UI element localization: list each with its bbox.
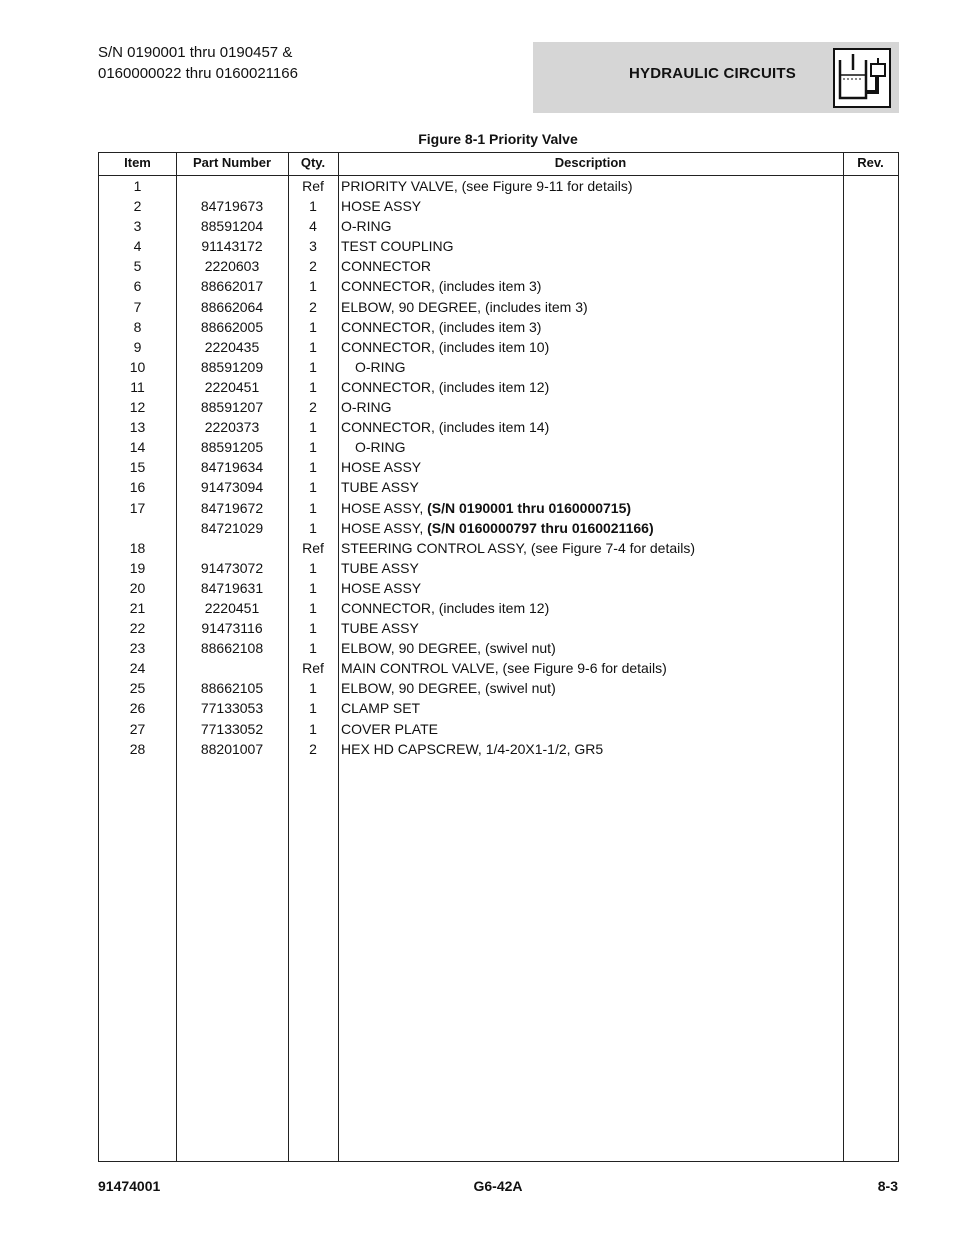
part-number: 91473072	[200, 559, 264, 576]
description-text: CONNECTOR, (includes item 10)	[341, 338, 550, 355]
description	[341, 457, 841, 477]
description	[341, 276, 841, 296]
item-number: 26	[129, 700, 146, 717]
description-text: CONNECTOR, (includes item 14)	[341, 419, 550, 436]
description	[341, 698, 841, 718]
item-number: 1	[133, 178, 142, 194]
quantity: 1	[309, 378, 317, 395]
model-number: G6-42A	[473, 1178, 523, 1194]
item-number: 13	[129, 419, 146, 436]
item-number: 14	[129, 439, 146, 456]
item-number: 27	[129, 720, 146, 737]
section-title: HYDRAULIC CIRCUITS	[629, 65, 796, 82]
description-text: CONNECTOR, (includes item 3)	[341, 318, 542, 335]
quantity: 2	[309, 740, 317, 757]
quantity: Ref	[302, 178, 324, 194]
part-number: 2220451	[204, 599, 260, 616]
table-row	[99, 397, 898, 417]
description-text: ELBOW, 90 DEGREE, (swivel nut)	[341, 680, 556, 697]
part-number: 91473094	[200, 479, 264, 496]
column-header-part-number: Part Number	[192, 155, 272, 170]
item-number: 15	[129, 459, 146, 476]
page-number: 8-3	[877, 1178, 898, 1194]
quantity: 1	[309, 640, 317, 657]
item-number: 6	[133, 278, 142, 295]
quantity: 1	[309, 358, 317, 375]
description	[341, 538, 841, 558]
description	[341, 558, 841, 578]
table-body	[99, 176, 898, 759]
description-text: O-RING	[355, 439, 406, 456]
table-row	[99, 658, 898, 678]
description	[341, 477, 841, 497]
quantity: 2	[309, 399, 317, 416]
table-row	[99, 518, 898, 538]
description	[355, 357, 855, 377]
item-number: 16	[129, 479, 146, 496]
parts-table	[98, 152, 899, 1162]
description	[341, 377, 841, 397]
item-number: 3	[133, 218, 142, 235]
part-number: 88591204	[200, 218, 264, 235]
quantity: 1	[309, 499, 317, 516]
description-text: O-RING	[355, 358, 406, 375]
description	[341, 216, 841, 236]
part-number: 84719672	[200, 499, 264, 516]
quantity: 2	[309, 258, 317, 275]
description-text: O-RING	[341, 218, 392, 235]
quantity: 1	[309, 439, 317, 456]
table-row	[99, 276, 898, 296]
description-text: O-RING	[341, 399, 392, 416]
hydraulic-reservoir-icon	[833, 48, 891, 108]
table-row	[99, 437, 898, 457]
description	[341, 196, 841, 216]
description-text: PRIORITY VALVE, (see Figure 9-11 for details)	[341, 178, 633, 194]
item-number: 9	[133, 338, 142, 355]
item-number: 23	[129, 640, 146, 657]
part-number: 88662108	[200, 640, 264, 657]
item-number: 17	[129, 499, 146, 516]
part-number: 88662005	[200, 318, 264, 335]
part-number: 2220603	[204, 258, 260, 275]
table-row	[99, 578, 898, 598]
description-text: HOSE ASSY	[341, 459, 422, 476]
table-row	[99, 538, 898, 558]
table-row	[99, 618, 898, 638]
description-text: CONNECTOR, (includes item 3)	[341, 278, 542, 295]
quantity: 1	[309, 318, 317, 335]
table-row	[99, 377, 898, 397]
quantity: 1	[309, 419, 317, 436]
item-number: 11	[130, 378, 145, 395]
part-number: 2220373	[204, 419, 260, 436]
description	[341, 337, 841, 357]
quantity: 3	[309, 238, 317, 255]
part-number: 77133052	[200, 720, 264, 737]
quantity: 1	[309, 519, 317, 536]
description-text: HOSE ASSY	[341, 198, 422, 215]
description-text: TUBE ASSY	[341, 479, 419, 496]
item-number: 4	[133, 238, 142, 255]
item-number: 12	[129, 399, 146, 416]
description	[341, 598, 841, 618]
table-row	[99, 719, 898, 739]
description	[341, 498, 841, 518]
item-number: 19	[129, 559, 146, 576]
description-text: HOSE ASSY,	[341, 519, 428, 536]
description-text: COVER PLATE	[341, 720, 438, 737]
table-row	[99, 498, 898, 518]
part-number: 88662064	[200, 298, 264, 315]
item-number: 25	[129, 680, 146, 697]
description	[341, 256, 841, 276]
description	[355, 437, 855, 457]
quantity: 1	[309, 198, 317, 215]
quantity: 1	[309, 620, 317, 637]
column-header-qty: Qty.	[300, 155, 326, 170]
description	[341, 236, 841, 256]
table-row	[99, 317, 898, 337]
quantity: 2	[309, 298, 317, 315]
part-number: 88591209	[200, 358, 264, 375]
description-text: MAIN CONTROL VALVE, (see Figure 9-6 for details)	[341, 660, 667, 677]
description-text: CLAMP SET	[341, 700, 421, 717]
column-header-rev: Rev.	[857, 155, 884, 170]
part-number: 84719631	[200, 579, 264, 596]
table-row	[99, 196, 898, 216]
quantity: 1	[309, 479, 317, 496]
quantity: 4	[309, 218, 317, 235]
part-number: 91473116	[201, 620, 263, 637]
part-number: 77133053	[200, 700, 264, 717]
description	[341, 739, 841, 759]
description-text: ELBOW, 90 DEGREE, (swivel nut)	[341, 640, 556, 657]
quantity: 1	[309, 579, 317, 596]
item-number: 7	[133, 298, 142, 315]
table-row	[99, 638, 898, 658]
description-text: CONNECTOR, (includes item 12)	[341, 378, 550, 395]
serial-line-2: 0160000022 thru 0160021166	[98, 65, 298, 82]
quantity: Ref	[302, 660, 324, 677]
description	[341, 618, 841, 638]
table-row	[99, 236, 898, 256]
description-text: STEERING CONTROL ASSY, (see Figure 7-4 for details)	[341, 539, 696, 556]
description	[341, 518, 841, 538]
table-row	[99, 477, 898, 497]
quantity: 1	[309, 559, 317, 576]
item-number: 2	[133, 198, 142, 215]
part-number: 91143172	[201, 238, 263, 255]
quantity: 1	[309, 459, 317, 476]
description	[341, 578, 841, 598]
description-text: ELBOW, 90 DEGREE, (includes item 3)	[341, 298, 588, 315]
table-row	[99, 357, 898, 377]
column-header-description: Description	[554, 155, 627, 170]
serial-line-1: S/N 0190001 thru 0190457 &	[98, 44, 293, 61]
table-row	[99, 176, 898, 196]
table-row	[99, 457, 898, 477]
description	[341, 719, 841, 739]
table-row	[99, 678, 898, 698]
quantity: 1	[309, 278, 317, 295]
quantity: 1	[309, 338, 317, 355]
figure-title: Figure 8-1 Priority Valve	[418, 131, 578, 147]
table-row	[99, 417, 898, 437]
description	[341, 297, 841, 317]
part-number: 88591207	[200, 399, 264, 416]
table-row	[99, 739, 898, 759]
description	[341, 658, 841, 678]
quantity: 1	[309, 700, 317, 717]
column-header-item: Item	[124, 155, 151, 170]
quantity: 1	[309, 680, 317, 697]
item-number: 20	[129, 579, 146, 596]
part-number: 88591205	[200, 439, 264, 456]
description	[341, 176, 841, 196]
item-number: 21	[129, 599, 146, 616]
item-number: 22	[129, 620, 146, 637]
description	[341, 397, 841, 417]
serial-range	[98, 42, 298, 84]
description-text: CONNECTOR, (includes item 12)	[341, 599, 550, 616]
quantity: 1	[309, 599, 317, 616]
description	[341, 678, 841, 698]
table-row	[99, 256, 898, 276]
description	[341, 317, 841, 337]
item-number: 24	[129, 660, 146, 677]
part-number: 88662105	[200, 680, 264, 697]
item-number: 18	[129, 539, 146, 556]
table-row	[99, 698, 898, 718]
serial-range-note: (S/N 0190001 thru 0160000715)	[427, 499, 632, 516]
description-text: HEX HD CAPSCREW, 1/4-20X1-1/2, GR5	[341, 740, 604, 757]
part-number: 88201007	[200, 740, 264, 757]
description	[341, 638, 841, 658]
quantity: 1	[309, 720, 317, 737]
part-number: 84719634	[200, 459, 264, 476]
description-text: CONNECTOR	[341, 258, 431, 275]
part-number: 2220451	[204, 378, 260, 395]
part-number: 84719673	[200, 198, 264, 215]
table-row	[99, 598, 898, 618]
quantity: Ref	[302, 539, 324, 556]
table-row	[99, 558, 898, 578]
description-text: TUBE ASSY	[341, 620, 419, 637]
item-number: 28	[129, 740, 146, 757]
description-text: TUBE ASSY	[341, 559, 419, 576]
description-text: TEST COUPLING	[341, 238, 454, 255]
description-text: HOSE ASSY	[341, 579, 422, 596]
document-number: 91474001	[98, 1178, 161, 1194]
part-number: 88662017	[200, 278, 264, 295]
item-number: 10	[129, 358, 146, 375]
table-row	[99, 337, 898, 357]
table-row	[99, 297, 898, 317]
part-number: 84721029	[200, 519, 264, 536]
table-row	[99, 216, 898, 236]
part-number: 2220435	[204, 338, 260, 355]
description	[341, 417, 841, 437]
serial-range-note: (S/N 0160000797 thru 0160021166)	[427, 519, 654, 536]
item-number: 8	[133, 318, 142, 335]
item-number: 5	[133, 258, 142, 275]
description-text: HOSE ASSY,	[341, 499, 428, 516]
